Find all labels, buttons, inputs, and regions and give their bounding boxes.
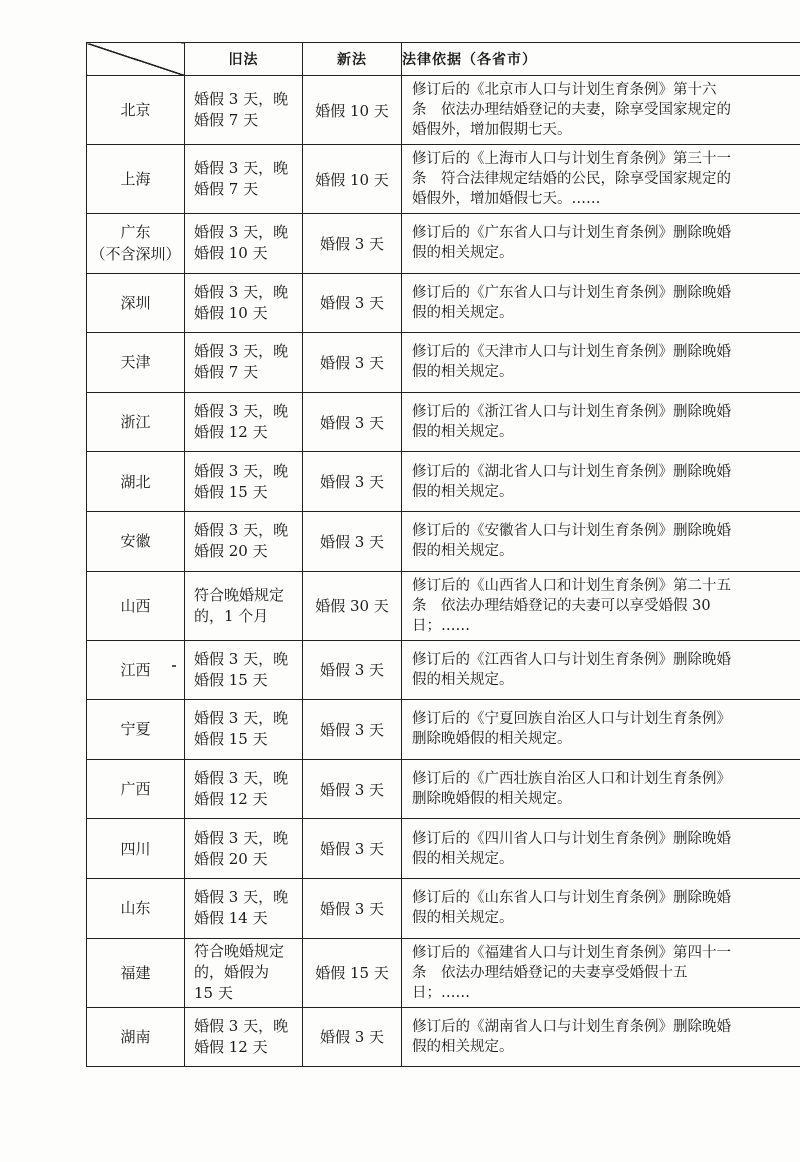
header-new-law: 新法 xyxy=(303,43,402,76)
old-line: 婚假 3 天，晚 xyxy=(194,402,289,421)
region-cell xyxy=(87,1007,185,1067)
basis-line: 修订后的《安徽省人口与计划生育条例》删除晚婚 xyxy=(412,523,731,540)
old-line: 婚假 7 天 xyxy=(194,363,259,382)
old-law-cell xyxy=(185,333,303,393)
old-line: 婚假 20 天 xyxy=(194,849,268,868)
basis-line: 假的相关规定。 xyxy=(412,850,514,867)
old-line: 婚假 3 天，晚 xyxy=(194,888,289,907)
old-law-cell xyxy=(185,76,303,145)
table-body xyxy=(87,76,800,1067)
table-row xyxy=(87,511,800,571)
table-row xyxy=(87,1007,800,1067)
old-line: 婚假 3 天，晚 xyxy=(194,1016,289,1035)
old-line: 婚假 3 天，晚 xyxy=(194,709,289,728)
table-row xyxy=(87,878,800,938)
header-legal-basis: 法律依据（各省市） xyxy=(402,43,800,76)
old-line: 婚假 7 天 xyxy=(194,111,259,129)
basis-line: 婚假外，增加假期七天。 xyxy=(412,122,572,138)
new-law-cell: 婚假 30 天 xyxy=(303,571,402,640)
new-law-cell: 婚假 3 天 xyxy=(303,1007,402,1067)
basis-line: 修订后的《山东省人口与计划生育条例》删除晚婚 xyxy=(412,890,731,907)
new-law-cell: 婚假 3 天 xyxy=(303,273,402,333)
region-cell xyxy=(87,76,185,145)
region-cell xyxy=(87,878,185,938)
region-cell xyxy=(87,938,185,1007)
basis-line: 条 依法办理结婚登记的夫妻，除享受国家规定的 xyxy=(412,102,731,118)
old-line: 婚假 3 天，晚 xyxy=(194,90,289,108)
basis-line: 假的相关规定。 xyxy=(412,304,514,321)
region-cell xyxy=(87,145,185,214)
legal-basis-cell xyxy=(402,938,800,1007)
old-law-cell xyxy=(185,511,303,571)
table-row xyxy=(87,759,800,819)
region-line: 深圳 xyxy=(120,293,151,312)
old-law-cell xyxy=(185,700,303,760)
old-line: 婚假 20 天 xyxy=(194,542,268,561)
old-line: 婚假 3 天，晚 xyxy=(194,521,289,540)
table-row xyxy=(87,145,800,214)
region-line: 山西 xyxy=(120,596,151,615)
basis-line: 假的相关规定。 xyxy=(412,910,514,927)
basis-line: 条 依法办理结婚登记的夫妻可以享受婚假 30 xyxy=(412,597,711,614)
region-cell xyxy=(87,571,185,640)
old-line: 婚假 3 天，晚 xyxy=(194,769,289,788)
table-row xyxy=(87,819,800,879)
region-line: 天津 xyxy=(120,353,151,372)
new-law-cell: 婚假 10 天 xyxy=(303,145,402,214)
legal-basis-cell xyxy=(402,333,800,393)
new-law-cell: 婚假 3 天 xyxy=(303,759,402,819)
table-row xyxy=(87,452,800,512)
region-cell xyxy=(87,819,185,879)
region-line: 安徽 xyxy=(120,532,151,551)
basis-line: 假的相关规定。 xyxy=(412,424,514,441)
table-row xyxy=(87,333,800,393)
legal-basis-cell xyxy=(402,392,800,452)
old-line: 的，1 个月 xyxy=(194,606,269,625)
old-law-cell xyxy=(185,145,303,214)
basis-line: 修订后的《广西壮族自治区人口和计划生育条例》 xyxy=(412,771,731,788)
region-line: 上海 xyxy=(120,170,151,188)
basis-line: 修订后的《上海市人口与计划生育条例》第三十一 xyxy=(412,151,731,167)
basis-line: 假的相关规定。 xyxy=(412,1038,514,1055)
region-line: 湖北 xyxy=(120,472,151,491)
marriage-leave-table xyxy=(86,42,800,1067)
old-line: 婚假 3 天，晚 xyxy=(194,223,289,242)
basis-line: 条 符合法律规定结婚的公民，除享受国家规定的 xyxy=(412,171,731,187)
basis-line: 删除晚婚假的相关规定。 xyxy=(412,731,572,748)
basis-line: 修订后的《浙江省人口与计划生育条例》删除晚婚 xyxy=(412,404,731,421)
old-line: 婚假 10 天 xyxy=(194,303,268,322)
old-line: 婚假 15 天 xyxy=(194,730,268,749)
region-line: 山东 xyxy=(120,899,151,918)
region-line: 北京 xyxy=(120,101,151,119)
region-cell xyxy=(87,214,185,274)
basis-line: 删除晚婚假的相关规定。 xyxy=(412,791,572,808)
region-cell xyxy=(87,392,185,452)
basis-line: 日；…… xyxy=(412,617,470,634)
region-cell xyxy=(87,452,185,512)
basis-line: 修订后的《天津市人口与计划生育条例》删除晚婚 xyxy=(412,344,731,361)
old-line: 婚假 3 天，晚 xyxy=(194,342,289,361)
region-cell xyxy=(87,759,185,819)
old-line: 15 天 xyxy=(194,984,233,1003)
new-law-cell: 婚假 3 天 xyxy=(303,700,402,760)
old-law-cell xyxy=(185,759,303,819)
region-line: 广西 xyxy=(120,780,151,799)
old-law-cell xyxy=(185,819,303,879)
region-line: 四川 xyxy=(120,839,151,858)
basis-line: 修订后的《宁夏回族自治区人口与计划生育条例》 xyxy=(412,711,731,728)
basis-line: 修订后的《四川省人口与计划生育条例》删除晚婚 xyxy=(412,830,731,847)
legal-basis-cell xyxy=(402,571,800,640)
old-line: 婚假 12 天 xyxy=(194,1037,268,1056)
basis-line: 修订后的《福建省人口与计划生育条例》第四十一 xyxy=(412,944,731,961)
old-line: 婚假 10 天 xyxy=(194,244,268,263)
old-law-cell xyxy=(185,392,303,452)
old-line: 婚假 3 天，晚 xyxy=(194,461,289,480)
old-law-cell xyxy=(185,878,303,938)
old-line: 婚假 12 天 xyxy=(194,790,268,809)
scan-speck xyxy=(172,665,176,667)
legal-basis-cell xyxy=(402,1007,800,1067)
region-cell xyxy=(87,640,185,700)
legal-basis-cell xyxy=(402,511,800,571)
table-row xyxy=(87,700,800,760)
region-line: 浙江 xyxy=(120,413,151,432)
new-law-cell: 婚假 10 天 xyxy=(303,76,402,145)
table-row xyxy=(87,571,800,640)
table-row xyxy=(87,392,800,452)
old-law-cell xyxy=(185,1007,303,1067)
basis-line: 假的相关规定。 xyxy=(412,364,514,381)
old-law-cell xyxy=(185,640,303,700)
new-law-cell: 婚假 3 天 xyxy=(303,214,402,274)
old-line: 婚假 3 天，晚 xyxy=(194,649,289,668)
table-row xyxy=(87,273,800,333)
region-line: 广东 xyxy=(120,223,151,242)
basis-line: 条 依法办理结婚登记的夫妻享受婚假十五 xyxy=(412,964,688,981)
old-line: 婚假 7 天 xyxy=(194,180,259,198)
region-cell xyxy=(87,333,185,393)
basis-line: 婚假外，增加婚假七天。…… xyxy=(412,191,601,207)
old-line: 婚假 3 天，晚 xyxy=(194,159,289,177)
region-cell xyxy=(87,700,185,760)
old-line: 的，婚假为 xyxy=(194,963,270,982)
basis-line: 日；…… xyxy=(412,984,470,1001)
new-law-cell: 婚假 3 天 xyxy=(303,511,402,571)
region-line: 江西 xyxy=(120,660,151,679)
old-line: 婚假 12 天 xyxy=(194,423,268,442)
region-line: （不含深圳） xyxy=(90,245,181,264)
region-line: 福建 xyxy=(120,963,151,982)
legal-basis-cell xyxy=(402,76,800,145)
legal-basis-cell xyxy=(402,214,800,274)
new-law-cell: 婚假 3 天 xyxy=(303,392,402,452)
new-law-cell: 婚假 3 天 xyxy=(303,819,402,879)
new-law-cell: 婚假 3 天 xyxy=(303,878,402,938)
old-line: 婚假 3 天，晚 xyxy=(194,282,289,301)
legal-basis-cell xyxy=(402,273,800,333)
new-law-cell: 婚假 15 天 xyxy=(303,938,402,1007)
legal-basis-cell xyxy=(402,819,800,879)
basis-line: 修订后的《湖北省人口与计划生育条例》删除晚婚 xyxy=(412,463,731,480)
new-law-cell: 婚假 3 天 xyxy=(303,333,402,393)
new-law-cell: 婚假 3 天 xyxy=(303,640,402,700)
basis-line: 修订后的《山西省人口和计划生育条例》第二十五 xyxy=(412,577,731,594)
table-row xyxy=(87,938,800,1007)
diagonal-corner-cell xyxy=(87,43,185,76)
old-line: 符合晚婚规定 xyxy=(194,585,285,604)
region-line: 宁夏 xyxy=(120,720,151,739)
old-law-cell xyxy=(185,571,303,640)
basis-line: 修订后的《北京市人口与计划生育条例》第十六 xyxy=(412,82,717,98)
old-law-cell xyxy=(185,214,303,274)
legal-basis-cell xyxy=(402,878,800,938)
old-law-cell xyxy=(185,273,303,333)
header-old-law: 旧法 xyxy=(185,43,303,76)
basis-line: 修订后的《江西省人口与计划生育条例》删除晚婚 xyxy=(412,651,731,668)
basis-line: 修订后的《广东省人口与计划生育条例》删除晚婚 xyxy=(412,225,731,242)
table-row xyxy=(87,76,800,145)
old-line: 婚假 15 天 xyxy=(194,482,268,501)
old-line: 婚假 14 天 xyxy=(194,909,268,928)
old-line: 符合晚婚规定 xyxy=(194,942,285,961)
legal-basis-cell xyxy=(402,640,800,700)
basis-line: 假的相关规定。 xyxy=(412,245,514,262)
region-line: 湖南 xyxy=(120,1027,151,1046)
basis-line: 假的相关规定。 xyxy=(412,543,514,560)
old-line: 婚假 3 天，晚 xyxy=(194,828,289,847)
basis-line: 修订后的《广东省人口与计划生育条例》删除晚婚 xyxy=(412,284,731,301)
old-line: 婚假 15 天 xyxy=(194,670,268,689)
basis-line: 假的相关规定。 xyxy=(412,483,514,500)
legal-basis-cell xyxy=(402,759,800,819)
legal-basis-cell xyxy=(402,452,800,512)
new-law-cell: 婚假 3 天 xyxy=(303,452,402,512)
legal-basis-cell xyxy=(402,700,800,760)
legal-basis-cell xyxy=(402,145,800,214)
region-cell xyxy=(87,273,185,333)
table-row xyxy=(87,640,800,700)
old-law-cell xyxy=(185,938,303,1007)
basis-line: 假的相关规定。 xyxy=(412,671,514,688)
table-row xyxy=(87,214,800,274)
region-cell xyxy=(87,511,185,571)
header-row xyxy=(87,43,800,76)
old-law-cell xyxy=(185,452,303,512)
basis-line: 修订后的《湖南省人口与计划生育条例》删除晚婚 xyxy=(412,1018,731,1035)
